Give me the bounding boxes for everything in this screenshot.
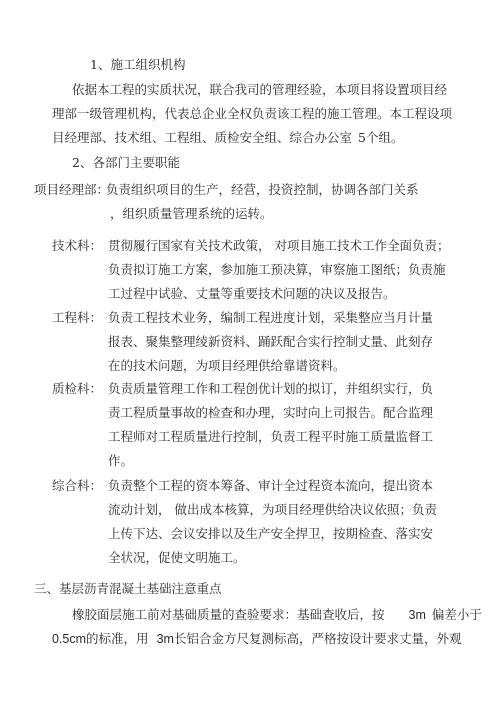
eng-dept-line-2: 报表、聚集整理绫新资料、踊跃配合实行控制丈量、此刻存 (108, 334, 434, 349)
admin-dept-line-3: 上传下达、会议安排以及生产安全捍卫，按期检查、落实安 (108, 526, 434, 541)
section-3-line-2-number: 0.5cm (52, 632, 87, 646)
pm-dept-label: 项目经理部： (34, 182, 110, 197)
section-2-heading: 2、各部门主要职能 (72, 155, 180, 170)
qc-dept-label: 质检科： (52, 381, 103, 396)
section-3-line-2-number-2: 3m (156, 632, 174, 646)
section-3-line-1-number: 3m (408, 608, 426, 622)
qc-dept-line-3: 工程师对工程质量进行控制，负责工程平时施工质量监督工 (108, 429, 434, 444)
admin-dept-line-4: 全状况，促使文明施工。 (108, 550, 246, 565)
tech-dept-line-3: 工过程中试验、丈量等重要技术问题的决议及报告。 (108, 286, 396, 301)
admin-dept-line-2: 流动计划， 做出成本核算，为项目经理供给决议依照；负责 (108, 502, 437, 517)
pm-dept-line-1: 负责组织项目的生产，经营，投资控制，协调各部门关系 (106, 182, 419, 197)
qc-dept-line-2: 责工程质量事故的检查和办理，实时向上司报告。配合监理 (108, 405, 434, 420)
section-1-line-3-tail: 5个组。 (358, 130, 404, 145)
qc-dept-line-4: 作。 (108, 453, 134, 468)
admin-dept-line-1: 负责整个工程的资本筹备、审计全过程资本流向，提出资本 (108, 478, 434, 493)
eng-dept-label: 工程科： (52, 310, 103, 325)
section-3-line-1 (72, 607, 482, 623)
qc-dept-line-1: 负责质量管理工作和工程创优计划的拟订，并组织实行，负 (108, 381, 434, 396)
section-1-line-1: 依据本工程的实质状况，联合我司的管理经验，本项目将设置项目经 (72, 82, 448, 97)
section-3-line-1-text-b: 偏差小于 (431, 607, 482, 622)
pm-dept-line-2: ，组织质量管理系统的运转。 (110, 206, 273, 221)
section-3-line-2-text-b: 长铝合金方尺复测标高，严格按设计要求丈量，外观 (173, 631, 462, 646)
section-1-line-2: 理部一级管理机构，代表总企业全权负责该工程的施工管理。本工程设项 (52, 106, 453, 121)
section-1-line-3: 目经理部、技术组、工程组、质检安全组、综合办公室 (52, 130, 353, 145)
tech-dept-label: 技术科： (52, 238, 103, 253)
eng-dept-line-1: 负责工程技术业务，编制工程进度计划，采集整应当月计量 (108, 310, 434, 325)
section-3-line-2-text-a: 的标准，用 (86, 631, 149, 646)
eng-dept-line-3: 在的技术问题，为项目经理供给靠谱资料。 (108, 358, 346, 373)
section-3-line-1-text-a: 橡胶面层施工前对基础质量的查验要求：基础查收后，按 (72, 607, 385, 622)
admin-dept-label: 综合科： (52, 478, 103, 493)
section-3-heading: 三、基层沥青混凝土基础注意重点 (34, 581, 222, 596)
tech-dept-line-1: 贯彻履行国家有关技术政策， 对项目施工技术工作全面负责； (108, 238, 450, 253)
section-3-line-2 (52, 631, 461, 647)
section-1-heading: 1、施工组织机构 (90, 57, 186, 72)
tech-dept-line-2: 负责拟订施工方案，参加施工预决算，审察施工图纸；负责施 (108, 262, 446, 277)
